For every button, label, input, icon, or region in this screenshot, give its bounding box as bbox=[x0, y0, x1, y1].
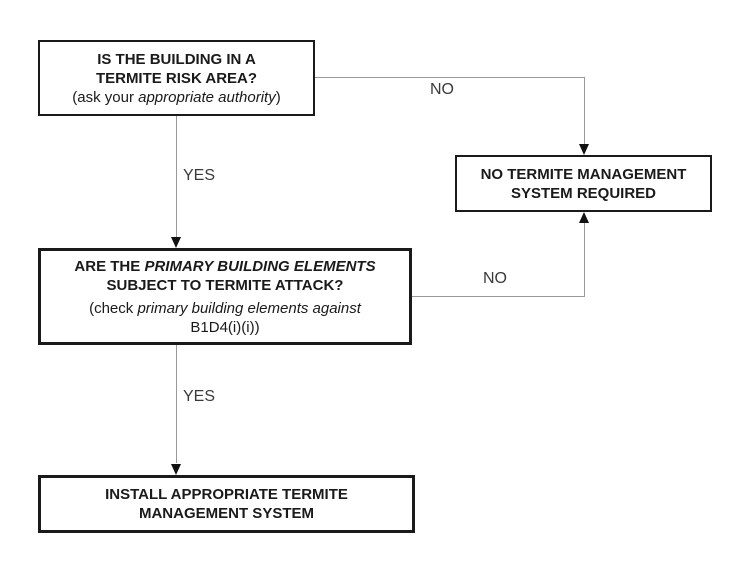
node-title-line: SYSTEM REQUIRED bbox=[510, 184, 657, 202]
node-termite-risk-area-question bbox=[38, 40, 315, 116]
note-text: (check bbox=[89, 299, 138, 317]
node-title-line: SUBJECT TO TERMITE ATTACK? bbox=[106, 276, 344, 294]
connector-q1-no-line-horizontal bbox=[315, 77, 584, 78]
arrowhead-up-icon bbox=[579, 212, 589, 223]
connector-q1-yes-line bbox=[176, 116, 177, 240]
node-title-line: MANAGEMENT SYSTEM bbox=[138, 505, 314, 522]
arrowhead-down-icon bbox=[579, 144, 589, 155]
title-text: ARE THE bbox=[74, 257, 145, 275]
note-italic-text: primary building elements against bbox=[137, 299, 361, 317]
node-primary-elements-question bbox=[38, 248, 412, 345]
arrowhead-down-icon bbox=[171, 237, 181, 248]
title-italic-text: PRIMARY BUILDING ELEMENTS bbox=[144, 257, 376, 275]
connector-q2-yes-line bbox=[176, 345, 177, 463]
connector-q1-no-line-vertical bbox=[584, 77, 585, 144]
connector-q2-no-line-vertical bbox=[584, 223, 585, 297]
node-install-system bbox=[38, 475, 415, 533]
arrowhead-down-icon bbox=[171, 464, 181, 475]
node-note-line bbox=[41, 299, 409, 318]
node-note-line: B1D4(i)(i)) bbox=[190, 318, 260, 336]
note-italic-text: appropriate authority bbox=[138, 88, 276, 106]
edge-label-q1-no: NO bbox=[430, 81, 454, 98]
note-text: (ask your bbox=[72, 88, 139, 106]
node-title-line: INSTALL APPROPRIATE TERMITE bbox=[105, 486, 348, 503]
node-title-line: IS THE BUILDING IN A bbox=[97, 50, 256, 68]
node-no-system-required bbox=[455, 155, 712, 212]
note-text: ) bbox=[275, 88, 281, 106]
node-title-line: TERMITE RISK AREA? bbox=[95, 69, 258, 87]
node-note-line bbox=[40, 88, 313, 107]
node-title-line: NO TERMITE MANAGEMENT bbox=[480, 165, 687, 183]
node-title-line bbox=[41, 257, 409, 276]
edge-label-q2-yes: YES bbox=[183, 388, 216, 405]
edge-label-q2-no: NO bbox=[483, 270, 507, 287]
edge-label-q1-yes: YES bbox=[183, 167, 216, 184]
connector-q2-no-line-horizontal bbox=[412, 296, 584, 297]
